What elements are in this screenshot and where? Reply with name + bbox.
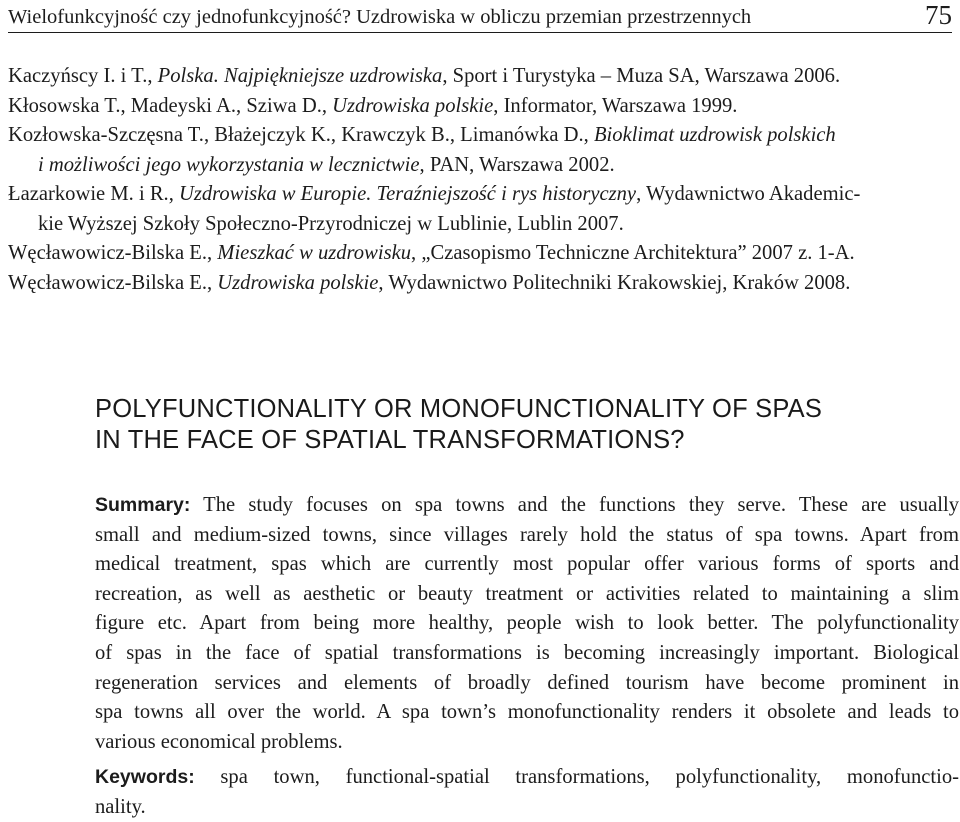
reference-text: , Sport i Turystyka – Muza SA, Warszawa 2006. [442, 65, 841, 87]
summary-label: Summary: [95, 494, 191, 516]
reference-entry [8, 239, 952, 269]
reference-title: Bioklimat uzdrowisk polskich [593, 124, 836, 146]
reference-text: Kozłowska-Szczęsna T., Błażejczyk K., Krawczyk B., Limanówka D., [8, 124, 594, 146]
reference-entry [8, 62, 952, 92]
reference-entry [8, 180, 952, 239]
keywords-line [95, 763, 959, 793]
reference-entry [8, 121, 952, 180]
keywords-text: spa town, functional-spatial transformations, polyfunctionality, monofunctio- [194, 766, 959, 788]
reference-text: Kłosowska T., Madeyski A., Sziwa D., [8, 94, 333, 117]
reference-title: Mieszkać w uzdrowisku [217, 242, 412, 264]
reference-text: , Wydawnictwo Politechniki Krakowskiej, Kraków 2008. [378, 271, 851, 294]
reference-title: Uzdrowiska polskie [217, 271, 379, 294]
references-list [8, 62, 952, 298]
reference-title: Polska. Najpiękniejsze uzdrowiska [157, 65, 443, 87]
title-line-2: IN THE FACE OF SPATIAL TRANSFORMATIONS? [95, 426, 685, 454]
reference-text: , Informator, Warszawa 1999. [493, 94, 738, 117]
summary-line: small and medium-sized towns, since villages rarely hold the status of spa towns. Apart from [95, 523, 959, 546]
running-title: Wielofunkcyjność czy jednofunkcyjność? Uzdrowiska w obliczu przemian przestrzennych [8, 6, 752, 28]
keywords-line: nality. [95, 795, 146, 818]
title-line-1: POLYFUNCTIONALITY OR MONOFUNCTIONALITY OF SPAS [95, 395, 823, 423]
reference-title: Uzdrowiska w Europie. Teraźniejszość i rys historyczny [179, 183, 637, 205]
summary-line: medical treatment, spas which are currently most popular offer various forms of sports and [95, 553, 959, 576]
reference-text: , Wydawnictwo Akademic- [636, 183, 861, 205]
reference-text: , „Czasopismo Techniczne Architektura” 2007 z. 1-A. [411, 242, 855, 264]
page-number: 75 [925, 0, 952, 30]
reference-text: kie Wyższej Szkoły Społeczno-Przyrodniczej w Lublinie, Lublin 2007. [38, 212, 624, 235]
running-header [8, 2, 952, 33]
summary-text: The study focuses on spa towns and the functions they serve. These are usually [190, 494, 959, 516]
summary-line: regeneration services and elements of broadly defined tourism have become prominent in [95, 671, 959, 694]
summary-line [95, 491, 959, 521]
reference-entry [8, 269, 952, 299]
reference-title: i możliwości jego wykorzystania w lecznictwie [38, 153, 420, 176]
reference-title: Uzdrowiska polskie [332, 94, 494, 117]
reference-text: Łazarkowie M. i R., [8, 183, 179, 205]
summary-line: recreation, as well as aesthetic or beauty treatment or activities related to maintaining a slim [95, 582, 959, 605]
reference-text: Węcławowicz-Bilska E., [8, 271, 218, 294]
reference-text: Węcławowicz-Bilska E., [8, 242, 218, 264]
summary-paragraph [95, 491, 959, 757]
reference-text: , PAN, Warszawa 2002. [419, 153, 615, 176]
reference-entry [8, 92, 952, 122]
summary-line: various economical problems. [95, 730, 343, 753]
reference-text: Kaczyńscy I. i T., [8, 65, 158, 87]
summary-line: of spas in the face of spatial transformations is becoming increasingly important. Biological [95, 641, 959, 664]
summary-line: figure etc. Apart from being more healthy, people wish to look better. The polyfunctionality [95, 612, 959, 635]
keywords-paragraph [95, 763, 959, 822]
article-title [95, 394, 822, 456]
summary-line: spa towns all over the world. A spa town’s monofunctionality renders it obsolete and leads to [95, 701, 959, 724]
keywords-label: Keywords: [95, 766, 195, 788]
